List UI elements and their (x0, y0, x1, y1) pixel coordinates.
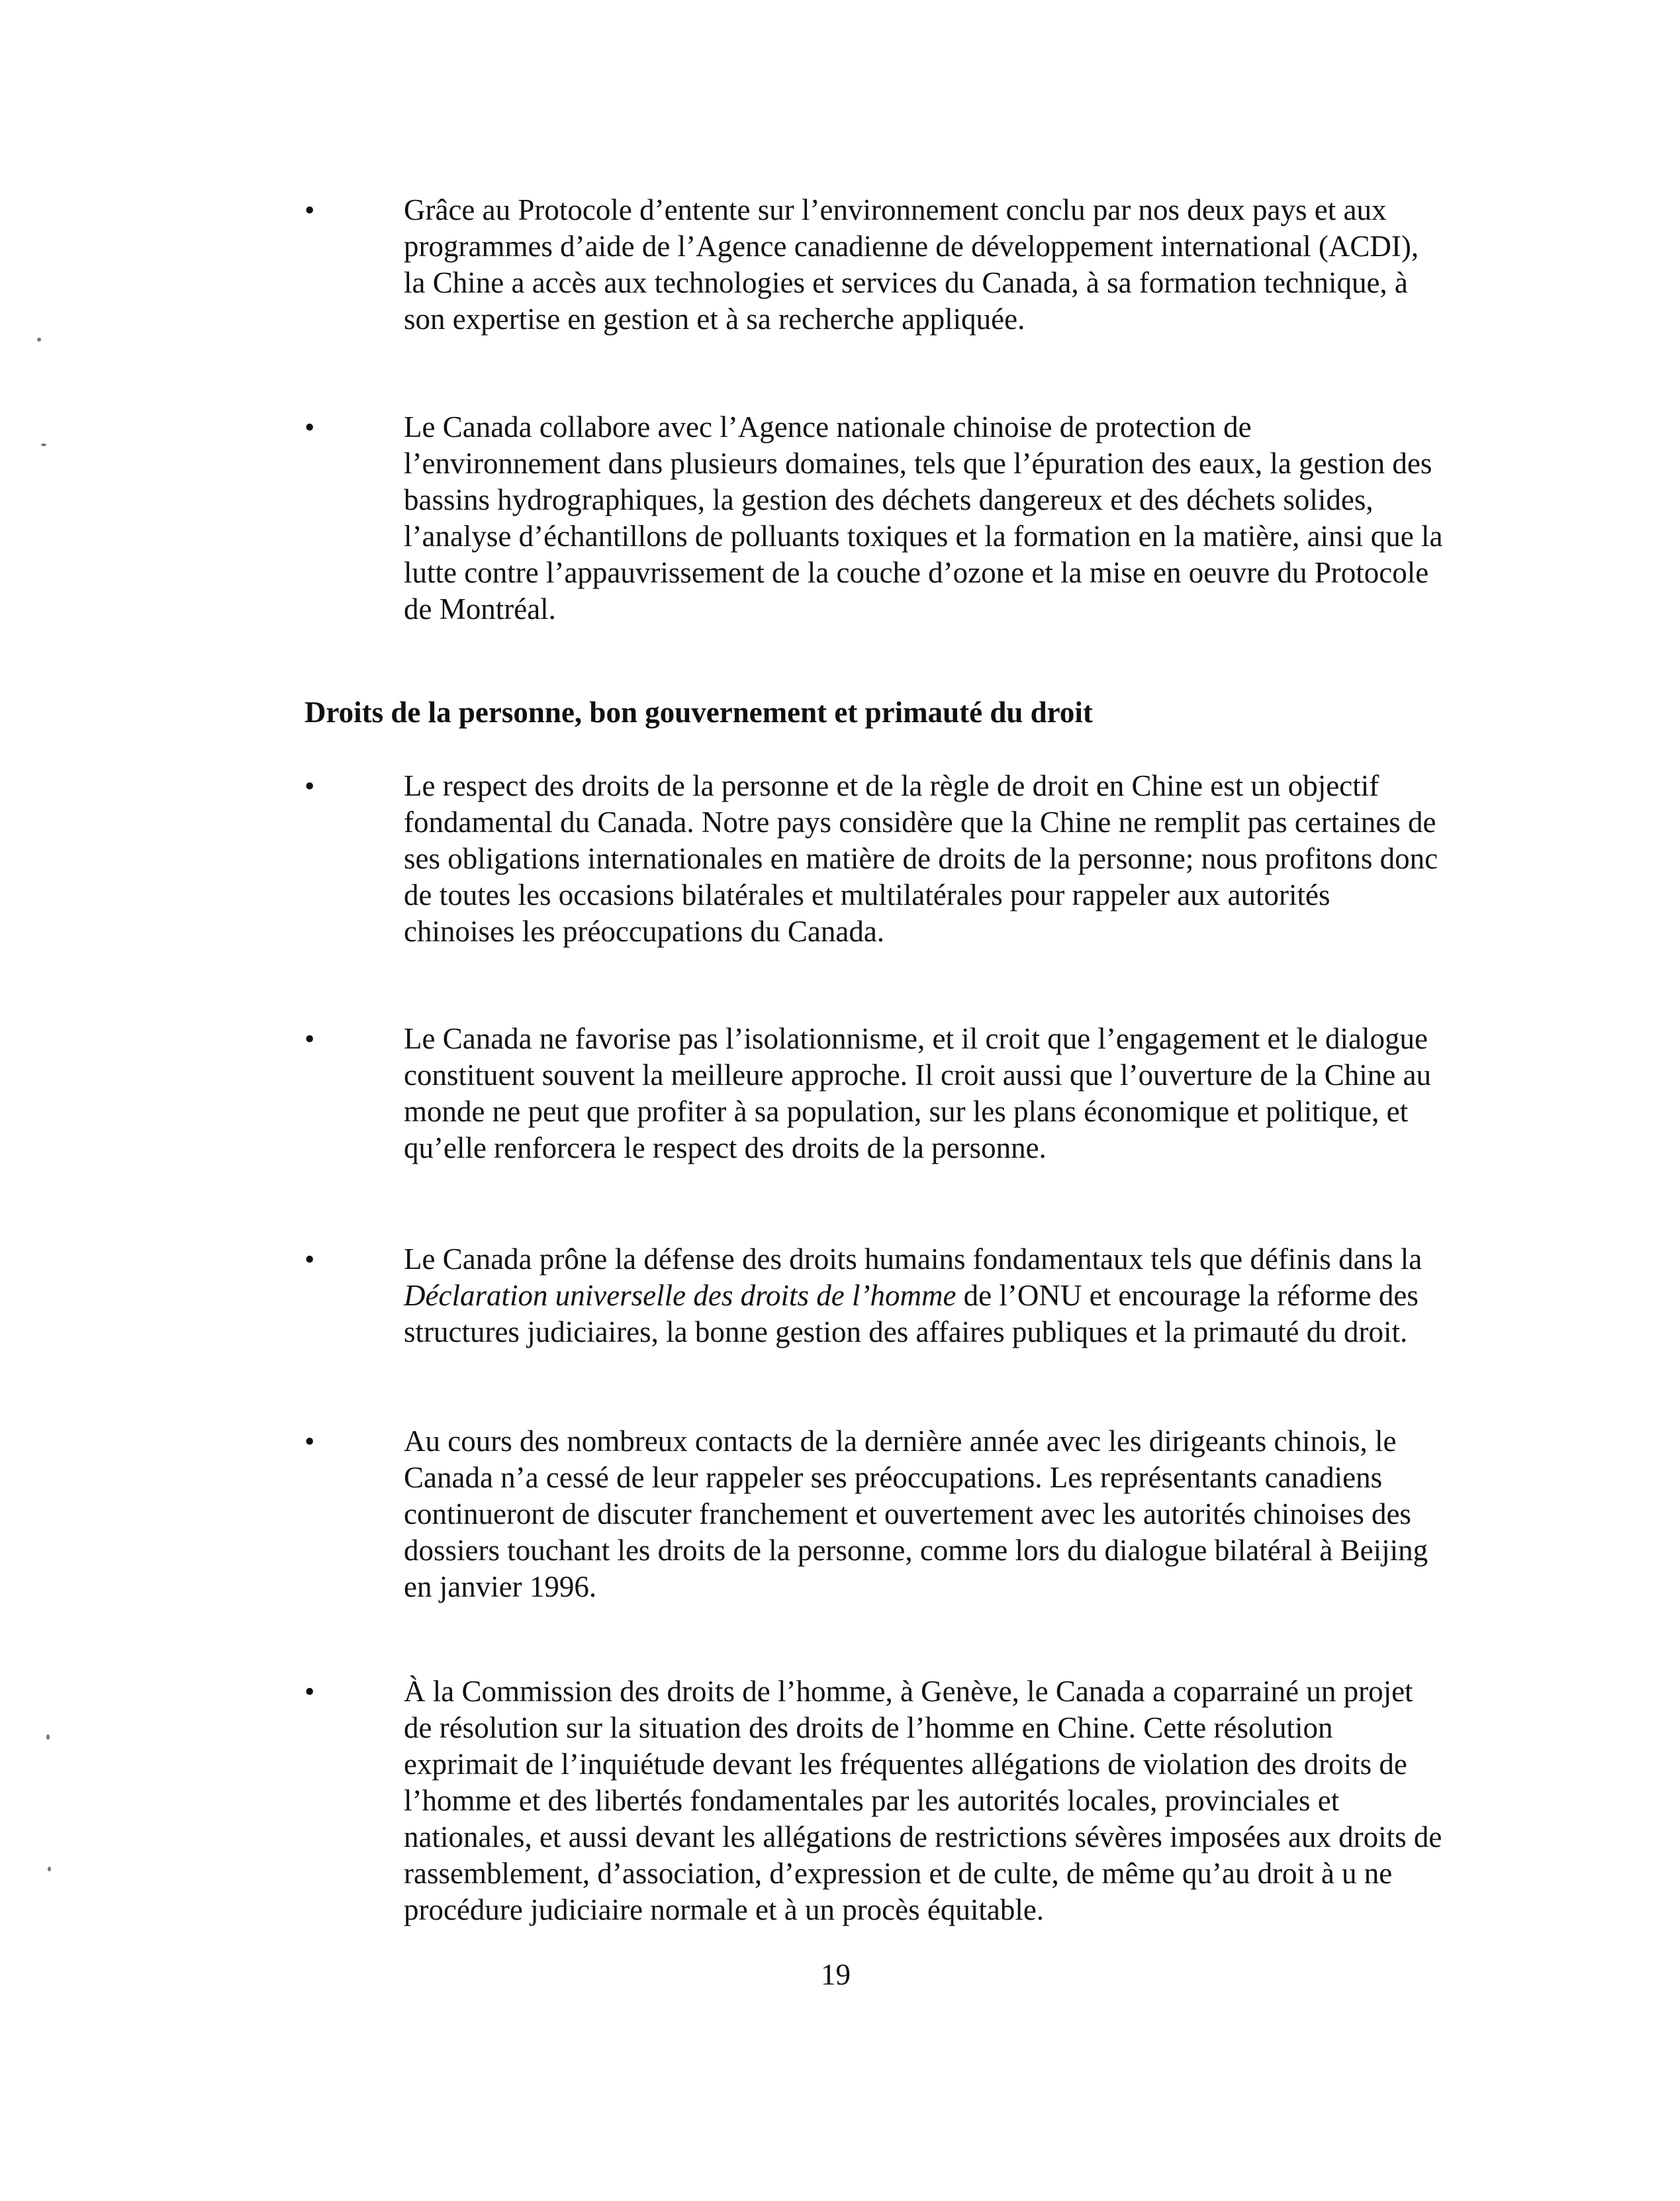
list-item-text-part: de l’ONU et encourage la réforme des structures judiciaires, la bonne gestion des affaires publiques et la primauté du droit. (404, 1279, 1419, 1348)
bullet-icon: • (304, 1425, 315, 1458)
bullet-icon: • (304, 770, 315, 802)
bullet-icon: • (304, 194, 315, 226)
list-item-text: Le respect des droits de la personne et de la règle de droit en Chine est un objectif fondamental du Canada. Notre pays considère que la Chine ne remplit pas certaines de ses obligations internationales en matière de droits de la personne; nous profitons donc de toutes les occasions bilatérales et multilatérales pour rappeler aux autorités chinoises les préoccupations du Canada. (404, 769, 1438, 948)
scan-speck (41, 444, 46, 446)
list-item-text: Grâce au Protocole d’entente sur l’environnement conclu par nos deux pays et aux programmes d’aide de l’Agence canadienne de développement international (ACDI), la Chine a accès aux technologies et services du Canada, à sa formation technique, à son expertise en gestion et à sa recherche appliquée. (404, 193, 1419, 336)
list-item-text: À la Commission des droits de l’homme, à Genève, le Canada a coparrainé un projet de résolution sur la situation des droits de l’homme en Chine. Cette résolution exprimait de l’inquiétude devant les fréquentes allégations de violation des droits de l’homme et des libertés fondamentales par les autorités locales, provinciales et nationales, et aussi devant les allégations de restrictions sévères imposées aux droits de rassemblement, d’association, d’expression et de culte, de même qu’au droit à u ne procédure judiciaire normale et à un procès équitable. (404, 1675, 1442, 1926)
list-item-text-part: Le Canada prône la défense des droits humains fondamentaux tels que définis dans la (404, 1242, 1423, 1276)
section-heading: Droits de la personne, bon gouvernement et primauté du droit (304, 696, 1093, 729)
list-item-text: Le Canada collabore avec l’Agence nationale chinoise de protection de l’environnement dans plusieurs domaines, tels que l’épuration des eaux, la gestion des bassins hydrographiques, la gestion des déchets dangereux et des déchets solides, l’analyse d’échantillons de polluants toxiques et la formation en la matière, ainsi que la lutte contre l’appauvrissement de la couche d’ozone et la mise en oeuvre du Protocole de Montréal. (404, 410, 1443, 626)
list-item-text: Le Canada ne favorise pas l’isolationnisme, et il croit que l’engagement et le dialogue constituent souvent la meilleure approche. Il croit aussi que l’ouverture de la Chine au monde ne peut que profiter à sa population, sur les plans économique et politique, et qu’elle renforcera le respect des droits de la personne. (404, 1022, 1431, 1164)
bullet-icon: • (304, 411, 315, 444)
bullet-icon: • (304, 1023, 315, 1055)
scan-speck (37, 338, 41, 342)
bullet-icon: • (304, 1243, 315, 1276)
list-item-text: Au cours des nombreux contacts de la dernière année avec les dirigeants chinois, le Canada n’a cessé de leur rappeler ses préoccupations. Les représentants canadiens continueront de discuter franchement et ouvertement avec les autorités chinoises des dossiers touchant les droits de la personne, comme lors du dialogue bilatéral à Beijing en janvier 1996. (404, 1425, 1428, 1603)
list-item-text (404, 1241, 1443, 1350)
page-number: 19 (821, 1958, 851, 1991)
scan-speck (46, 1734, 50, 1740)
scan-speck (48, 1867, 51, 1871)
document-title-italic: Déclaration universelle des droits de l’homme (404, 1279, 957, 1312)
bullet-icon: • (304, 1675, 315, 1708)
